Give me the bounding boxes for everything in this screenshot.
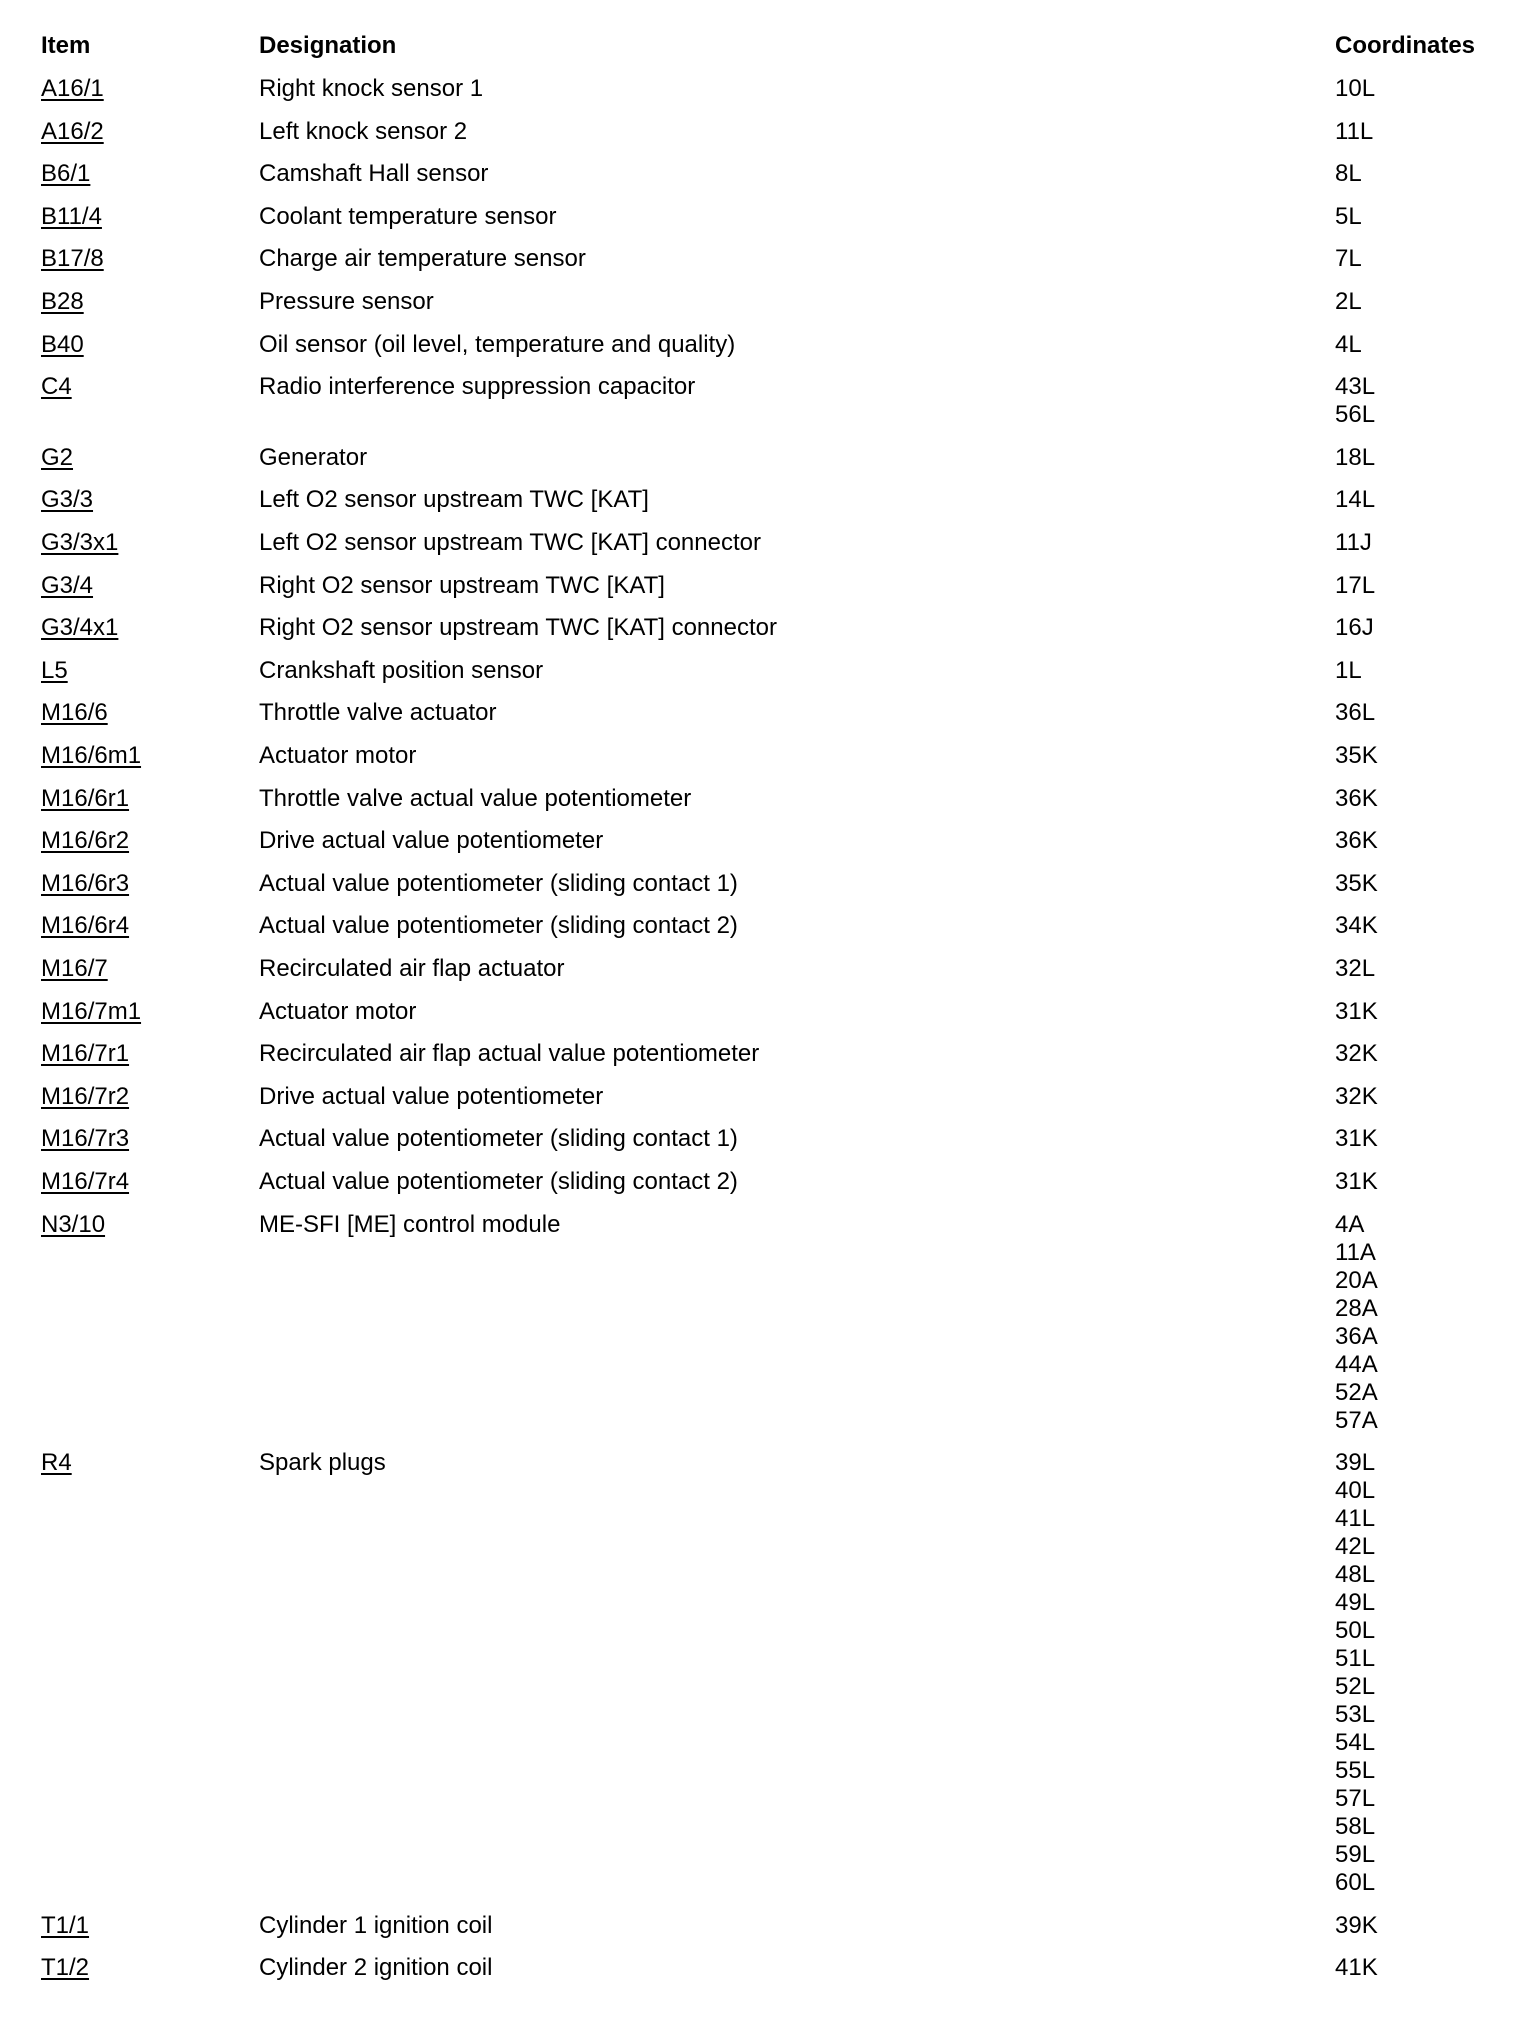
coordinate-value: 54L <box>1335 1729 1376 1757</box>
coordinate-value: 8L <box>1335 160 1362 188</box>
item-link[interactable]: M16/6 <box>41 699 108 727</box>
item-link[interactable]: T1/2 <box>41 1954 90 1982</box>
coordinate-value: 53L <box>1335 1701 1376 1729</box>
coordinates-cell <box>1335 486 1375 514</box>
designation-text: Spark plugs <box>259 1449 386 1477</box>
item-link[interactable]: A16/1 <box>41 75 104 102</box>
coordinate-value: 32K <box>1335 1082 1378 1110</box>
coordinate-value: 4L <box>1335 330 1362 358</box>
coordinate-value: 60L <box>1335 1869 1376 1897</box>
designation-text: Throttle valve actual value potentiometer <box>259 784 692 812</box>
coordinates-cell <box>1335 245 1362 273</box>
designation-text: Oil sensor (oil level, temperature and quality) <box>259 330 736 358</box>
item-link[interactable]: G3/4 <box>41 571 94 599</box>
designation-text: Left knock sensor 2 <box>259 117 468 145</box>
coordinate-value: 36L <box>1335 699 1376 727</box>
coordinate-value: 35K <box>1335 869 1378 897</box>
designation-text: Generator <box>259 443 368 471</box>
coordinate-value: 28A <box>1335 1294 1378 1322</box>
coordinate-value: 7L <box>1335 245 1362 273</box>
coordinates-cell <box>1335 1211 1378 1435</box>
coordinates-cell <box>1335 699 1375 727</box>
coordinate-value: 42L <box>1335 1533 1376 1561</box>
item-link[interactable]: G2 <box>41 443 74 471</box>
designation-text: Right O2 sensor upstream TWC [KAT] <box>259 571 665 599</box>
coordinates-cell <box>1335 1449 1375 1897</box>
item-link[interactable]: M16/6r4 <box>41 912 130 940</box>
coordinates-cell <box>1335 75 1375 103</box>
coordinate-value: 11L <box>1335 117 1374 145</box>
coordinate-value: 4A <box>1335 1210 1365 1238</box>
designation-text: Cylinder 1 ignition coil <box>259 1911 493 1939</box>
item-link[interactable]: T1/1 <box>41 1911 90 1939</box>
item-link[interactable]: G3/3x1 <box>41 529 119 556</box>
designation-text: Throttle valve actuator <box>259 699 497 727</box>
coordinate-value: 14L <box>1335 486 1376 514</box>
designation-text: Actual value potentiometer (sliding contact 1) <box>259 1125 738 1153</box>
designation-text: Cylinder 2 ignition coil <box>259 1954 493 1982</box>
item-link[interactable]: M16/6r3 <box>41 869 130 897</box>
coordinate-value: 49L <box>1335 1589 1376 1617</box>
coordinates-cell <box>1335 572 1375 600</box>
coordinate-value: 52A <box>1335 1378 1378 1406</box>
coordinate-value: 2L <box>1335 288 1362 315</box>
item-link[interactable]: N3/10 <box>41 1210 106 1238</box>
coordinate-value: 55L <box>1335 1757 1376 1785</box>
coordinate-value: 34K <box>1335 912 1378 940</box>
coordinate-value: 58L <box>1335 1813 1376 1841</box>
designation-text: Actuator motor <box>259 997 417 1025</box>
item-link[interactable]: M16/7r1 <box>41 1040 130 1068</box>
designation-text: Charge air temperature sensor <box>259 245 586 273</box>
designation-text: Actual value potentiometer (sliding contact 2) <box>259 1168 738 1195</box>
item-link[interactable]: R4 <box>41 1449 72 1477</box>
item-link[interactable]: M16/6r2 <box>41 827 130 855</box>
coordinate-value: 31K <box>1335 1168 1378 1195</box>
coordinates-cell <box>1335 742 1378 770</box>
designation-text: Actual value potentiometer (sliding contact 2) <box>259 912 738 940</box>
item-link[interactable]: M16/7 <box>41 955 108 982</box>
coordinate-value: 51L <box>1335 1645 1376 1673</box>
coordinate-value: 17L <box>1335 571 1376 599</box>
designation-text: Left O2 sensor upstream TWC [KAT] connector <box>259 529 761 556</box>
coordinates-cell <box>1335 785 1378 813</box>
coordinate-value: 59L <box>1335 1841 1376 1869</box>
coordinates-cell <box>1335 827 1378 855</box>
item-link[interactable]: B40 <box>41 330 84 358</box>
coordinates-cell <box>1335 444 1375 472</box>
designation-text: Drive actual value potentiometer <box>259 1082 604 1110</box>
coordinates-cell <box>1335 657 1362 685</box>
designation-text: Pressure sensor <box>259 288 434 315</box>
designation-text: Actual value potentiometer (sliding contact 1) <box>259 869 738 897</box>
item-link[interactable]: M16/7m1 <box>41 997 142 1025</box>
coordinates-cell <box>1335 1040 1378 1068</box>
coordinate-value: 41L <box>1335 1505 1376 1533</box>
coordinates-cell <box>1335 1083 1378 1111</box>
coordinates-cell <box>1335 160 1362 188</box>
coordinate-value: 57A <box>1335 1406 1378 1434</box>
item-link[interactable]: B17/8 <box>41 245 104 273</box>
coordinate-value: 11J <box>1335 529 1372 556</box>
header-designation: Designation <box>259 32 397 59</box>
coordinate-value: 36K <box>1335 827 1378 855</box>
designation-text: ME-SFI [ME] control module <box>259 1210 561 1238</box>
coordinate-value: 44A <box>1335 1350 1378 1378</box>
coordinate-value: 39L <box>1335 1449 1376 1477</box>
coordinate-value: 18L <box>1335 443 1376 471</box>
designation-text: Radio interference suppression capacitor <box>259 373 696 401</box>
coordinates-cell <box>1335 118 1373 146</box>
coordinate-value: 31K <box>1335 1125 1378 1153</box>
coordinate-value: 48L <box>1335 1561 1376 1589</box>
coordinates-cell <box>1335 1168 1378 1196</box>
item-link[interactable]: B11/4 <box>41 202 102 230</box>
designation-text: Crankshaft position sensor <box>259 656 544 684</box>
coordinates-cell <box>1335 955 1375 983</box>
designation-text: Right O2 sensor upstream TWC [KAT] connector <box>259 614 777 642</box>
coordinates-cell <box>1335 373 1375 429</box>
header-coordinates: Coordinates <box>1335 32 1476 59</box>
coordinate-value: 43L <box>1335 373 1376 401</box>
coordinate-value: 5L <box>1335 202 1362 230</box>
item-link[interactable]: L5 <box>41 656 68 684</box>
item-link[interactable]: C4 <box>41 373 72 401</box>
item-link[interactable]: M16/6r1 <box>41 784 130 812</box>
item-link[interactable]: M16/7r2 <box>41 1082 130 1110</box>
coordinates-cell <box>1335 870 1378 898</box>
coordinates-cell <box>1335 529 1372 557</box>
coordinate-value: 10L <box>1335 75 1376 102</box>
coordinates-cell <box>1335 288 1362 316</box>
item-link[interactable]: B28 <box>41 288 84 315</box>
coordinates-cell <box>1335 203 1362 231</box>
item-link[interactable]: M16/7r4 <box>41 1168 130 1195</box>
item-link[interactable]: B6/1 <box>41 160 91 188</box>
coordinate-value: 36A <box>1335 1322 1378 1350</box>
item-link[interactable]: G3/3 <box>41 486 94 514</box>
designation-text: Recirculated air flap actual value potentiometer <box>259 1040 760 1068</box>
item-link[interactable]: A16/2 <box>41 117 104 145</box>
coordinate-value: 20A <box>1335 1266 1378 1294</box>
designation-text: Actuator motor <box>259 742 417 769</box>
coordinate-value: 32L <box>1335 955 1376 982</box>
coordinates-cell <box>1335 1125 1378 1153</box>
coordinate-value: 50L <box>1335 1617 1376 1645</box>
designation-text: Left O2 sensor upstream TWC [KAT] <box>259 486 649 514</box>
item-link[interactable]: G3/4x1 <box>41 614 119 642</box>
coordinate-value: 1L <box>1335 656 1362 684</box>
coordinates-cell <box>1335 1954 1378 1982</box>
coordinate-value: 52L <box>1335 1673 1376 1701</box>
coordinate-value: 31K <box>1335 997 1378 1025</box>
coordinate-value: 57L <box>1335 1785 1376 1813</box>
item-link[interactable]: M16/6m1 <box>41 742 142 769</box>
coordinate-value: 11A <box>1335 1238 1376 1266</box>
coordinate-value: 16J <box>1335 614 1374 642</box>
coordinates-cell <box>1335 614 1374 642</box>
coordinate-value: 32K <box>1335 1040 1378 1068</box>
coordinate-value: 56L <box>1335 401 1376 429</box>
coordinate-value: 41K <box>1335 1954 1378 1982</box>
designation-text: Right knock sensor 1 <box>259 75 484 102</box>
coordinates-cell <box>1335 912 1378 940</box>
designation-text: Coolant temperature sensor <box>259 202 557 230</box>
coordinate-value: 39K <box>1335 1911 1378 1939</box>
coordinates-cell <box>1335 998 1378 1026</box>
coordinates-cell <box>1335 1912 1378 1940</box>
coordinate-value: 40L <box>1335 1477 1376 1505</box>
designation-text: Camshaft Hall sensor <box>259 160 489 188</box>
coordinate-value: 36K <box>1335 784 1378 812</box>
designation-text: Recirculated air flap actuator <box>259 955 565 982</box>
coordinates-cell <box>1335 331 1362 359</box>
header-item: Item <box>41 32 91 59</box>
designation-text: Drive actual value potentiometer <box>259 827 604 855</box>
coordinate-value: 35K <box>1335 742 1378 769</box>
item-link[interactable]: M16/7r3 <box>41 1125 130 1153</box>
